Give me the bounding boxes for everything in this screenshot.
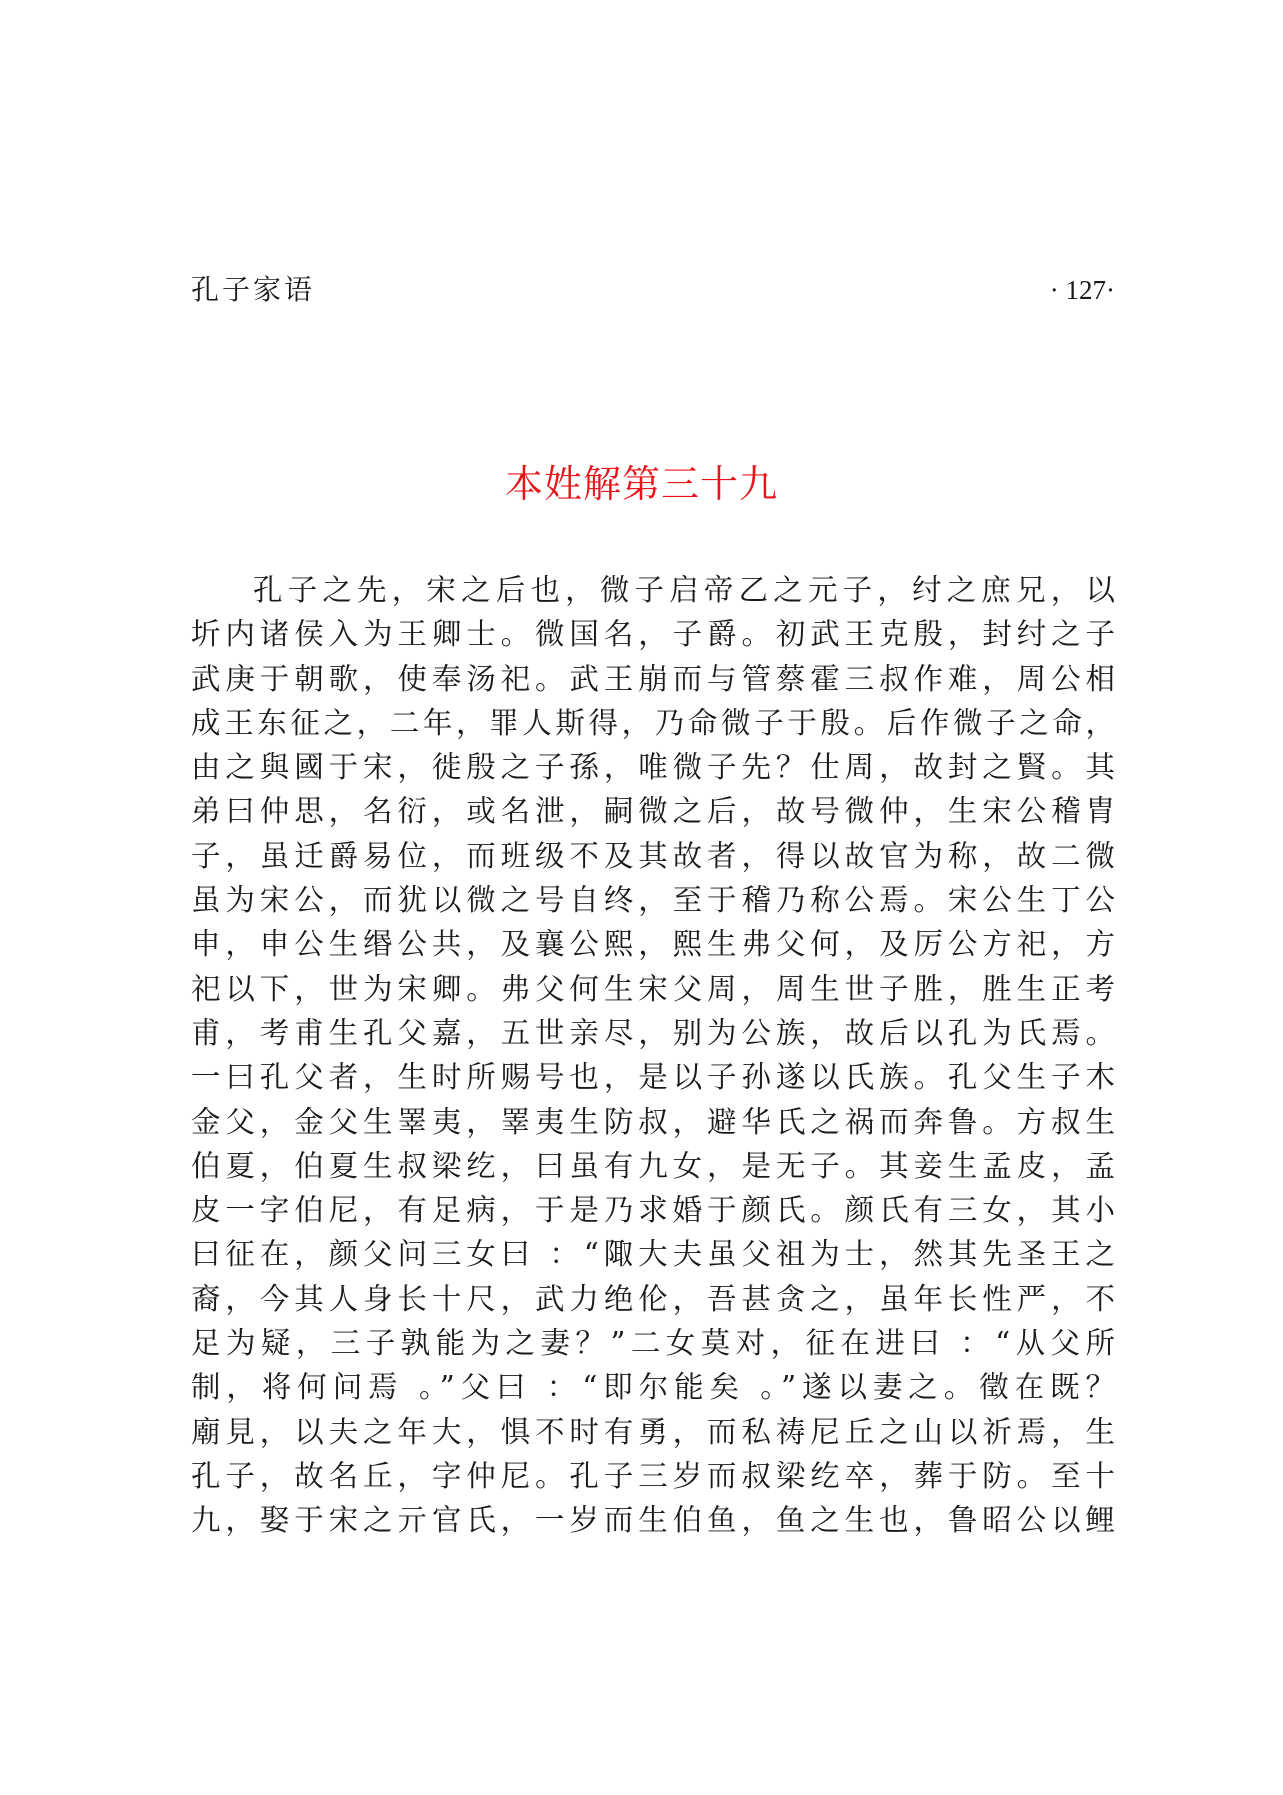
book-title: 孔子家语: [191, 273, 316, 306]
body-line: 虽为宋公，而犹以微之号自终，至于稽乃称公焉。宋公生丁公: [191, 883, 1115, 918]
body-line: 弟曰仲思，名衍，或名泄，嗣微之后，故号微仲，生宋公稽胄: [191, 794, 1115, 829]
body-line: 孔子之先，宋之后也，微子启帝乙之元子，纣之庶兄，以: [253, 573, 1115, 607]
body-line: 武庚于朝歌，使奉汤祀。武王崩而与管蔡霍三叔作难，周公相: [191, 661, 1115, 696]
body-line: 足为疑，三子孰能为之妻？”二女莫对，征在进曰 ：“从父所: [191, 1326, 1115, 1361]
body-line: 制，将何问焉 。”父曰 ：“即尔能矣 。”遂以妻之。徵在既？: [191, 1370, 1115, 1405]
body-line: 金父，金父生睪夷，睪夷生防叔，避华氏之祸而奔鲁。方叔生: [191, 1104, 1115, 1139]
body-line: 九，娶于宋之亓官氏，一岁而生伯鱼，鱼之生也，鲁昭公以鲤: [191, 1503, 1115, 1538]
body-line: 成王东征之，二年，罪人斯得，乃命微子于殷。后作微子之命，: [191, 705, 1115, 740]
body-line: 申，申公生缗公共，及襄公熙，熙生弗父何，及厉公方祀，方: [191, 927, 1115, 962]
body-line: 子，虽迁爵易位，而班级不及其故者，得以故官为称，故二微: [191, 838, 1115, 873]
body-line: 一曰孔父者，生时所赐号也，是以子孙遂以氏族。孔父生子木: [191, 1060, 1115, 1095]
body-line: 甫，考甫生孔父嘉，五世亲尽，别为公族，故后以孔为氏焉。: [191, 1015, 1115, 1050]
body-text: [191, 568, 1115, 1543]
page-header: [191, 268, 1115, 312]
body-line: 圻内诸侯入为王卿士。微国名，子爵。初武王克殷，封纣之子: [191, 617, 1115, 652]
body-line: 祀以下，世为宋卿。弗父何生宋父周，周生世子胜，胜生正考: [191, 971, 1115, 1006]
body-line: 由之與國于宋，徙殷之子孫，唯微子先？仕周，故封之賢。其: [191, 750, 1115, 785]
body-line: 廟見，以夫之年大，惧不时有勇，而私祷尼丘之山以祈焉，生: [191, 1414, 1115, 1449]
body-line: 裔，今其人身长十尺，武力绝伦，吾甚贪之，虽年长性严，不: [191, 1281, 1115, 1316]
body-line: 皮一字伯尼，有足病，于是乃求婚于颜氏。颜氏有三女，其小: [191, 1193, 1115, 1228]
body-line: 曰征在，颜父问三女曰 ：“陬大夫虽父祖为士，然其先圣王之: [191, 1237, 1115, 1272]
page-number: · 127·: [1049, 275, 1115, 305]
body-line: 孔子，故名丘，字仲尼。孔子三岁而叔梁纥卒，葬于防。至十: [191, 1458, 1115, 1493]
body-line: 伯夏，伯夏生叔梁纥，曰虽有九女，是无子。其妾生孟皮，孟: [191, 1148, 1115, 1183]
chapter-title: 本姓解第三十九: [504, 462, 778, 506]
